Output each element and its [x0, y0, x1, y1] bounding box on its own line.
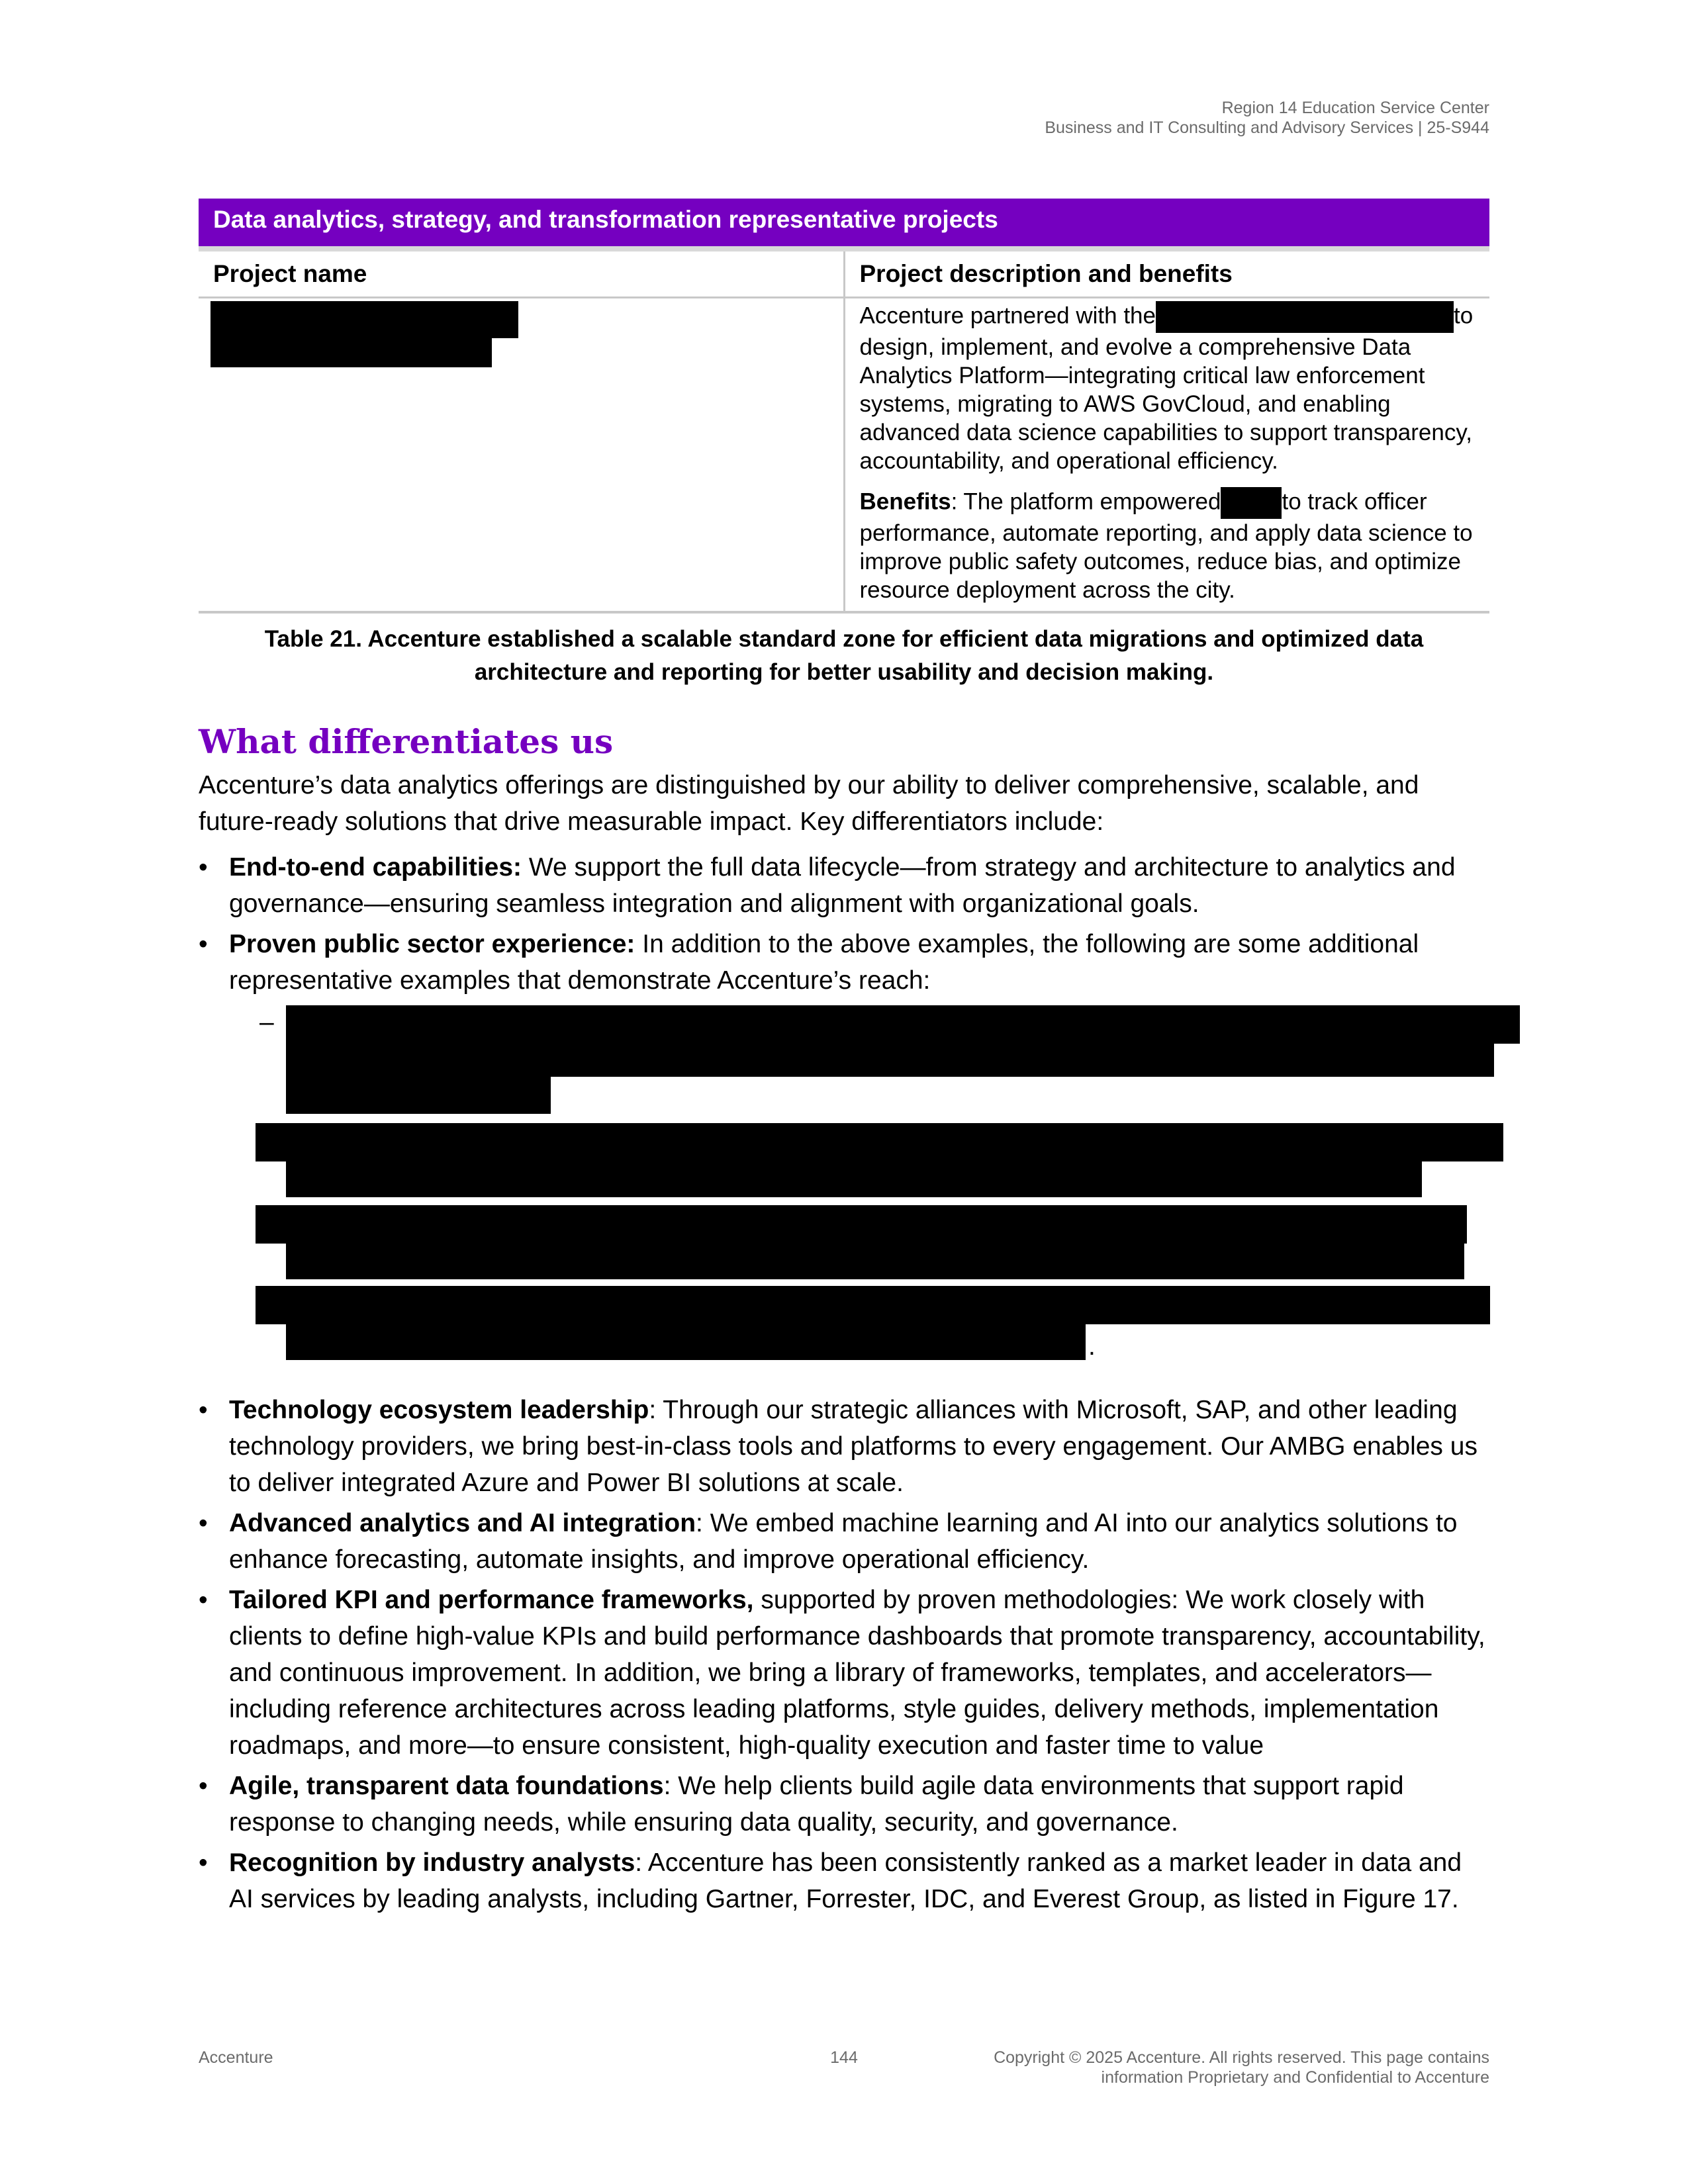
redaction-box	[256, 1123, 1503, 1161]
list-item-text: : We help clients build agile data environments that support rapid response to changing needs, while ensuring data quality, security, and governance.	[229, 1772, 1404, 1837]
project-description	[860, 301, 1476, 475]
redaction-box	[1221, 487, 1282, 519]
list-item-lead: Recognition by industry analysts	[229, 1848, 635, 1877]
redaction-box	[256, 1205, 1467, 1244]
footer-company: Accenture	[199, 2048, 273, 2067]
project-name-cell	[199, 298, 844, 613]
page-content	[199, 199, 1489, 1921]
list-item	[199, 1582, 1489, 1764]
list-item	[199, 926, 1489, 1359]
list-item	[199, 1844, 1489, 1917]
differentiators-list	[199, 849, 1489, 1917]
redaction-box	[286, 1161, 1422, 1197]
list-item-lead: Tailored KPI and performance frameworks,	[229, 1586, 754, 1614]
header-contract: Business and IT Consulting and Advisory Services | 25-S944	[1045, 118, 1489, 137]
list-item-lead: Advanced analytics and AI integration	[229, 1509, 696, 1537]
projects-table	[199, 199, 1489, 614]
benefits-text: : The platform empowered	[951, 488, 1221, 515]
page-header	[1045, 98, 1489, 138]
benefits-label: Benefits	[859, 488, 951, 515]
list-item-lead: Technology ecosystem leadership	[229, 1396, 649, 1424]
sub-bullet-dash: –	[259, 1008, 274, 1036]
header-organization: Region 14 Education Service Center	[1221, 99, 1489, 117]
list-item	[199, 1768, 1489, 1841]
table-caption: Table 21. Accenture established a scalable standard zone for efficient data migrations and optimized data architecture and reporting for better usability and decision making.	[264, 626, 1424, 685]
list-item-text: In addition to the above examples, the following are some additional representative examples that demonstrate Accenture’s reach:	[229, 930, 1419, 995]
list-item-text: We support the full data lifecycle—from strategy and architecture to analytics and governance—ensuring seamless integration and alignment with organizational goals.	[229, 853, 1456, 918]
redaction-box	[286, 1040, 1494, 1077]
page-number: 144	[830, 2048, 858, 2067]
copyright-line-2: information Proprietary and Confidential to Accenture	[1101, 2068, 1489, 2087]
section-intro: Accenture’s data analytics offerings are distinguished by our ability to deliver comprehensive, scalable, and future-ready solutions that drive measurable impact. Key differentiators include:	[199, 771, 1419, 836]
table-title: Data analytics, strategy, and transformation representative projects	[199, 199, 1489, 249]
footer-copyright	[994, 2048, 1489, 2087]
copyright-line-1: Copyright © 2025 Accenture. All rights reserved. This page contains	[994, 2048, 1489, 2067]
list-item	[199, 849, 1489, 922]
redaction-box	[211, 338, 492, 367]
list-item-text: supported by proven methodologies: We work closely with clients to define high-value KPIs and build performance dashboards that promote transparency, accountability, and continuous improvement. In addition, we bring a library of frameworks, templates, and accelerators—including reference architectures across leading platforms, style guides, delivery methods, implementation roadmaps, and more—to ensure consistent, high-quality execution and faster time to value	[229, 1586, 1485, 1760]
column-header-project-name: Project name	[199, 249, 844, 298]
list-item-text: : We embed machine learning and AI into our analytics solutions to enhance forecasting, automate insights, and improve operational efficiency.	[229, 1509, 1458, 1574]
list-item-text: : Through our strategic alliances with Microsoft, SAP, and other leading technology providers, we bring best-in-class tools and platforms to every engagement. Our AMBG enables us to deliver integrated Azure and Power BI solutions at scale.	[229, 1396, 1477, 1497]
list-item	[199, 1392, 1489, 1501]
section-title: What differentiates us	[199, 722, 614, 761]
project-description-cell	[844, 298, 1489, 613]
list-item-lead: End-to-end capabilities:	[229, 853, 522, 882]
list-item-lead: Proven public sector experience:	[229, 930, 635, 958]
redaction-box	[286, 1244, 1464, 1279]
table-row	[199, 298, 1489, 613]
list-item	[199, 1505, 1489, 1578]
redaction-box	[286, 1077, 551, 1114]
redaction-box	[256, 1286, 1490, 1324]
list-item-lead: Agile, transparent data foundations	[229, 1772, 664, 1800]
column-header-description: Project description and benefits	[844, 249, 1489, 298]
redaction-box	[1156, 301, 1454, 333]
redaction-box	[286, 1005, 1520, 1044]
description-text: to design, implement, and evolve a comprehensive Data Analytics Platform—integrating critical law enforcement systems, migrating to AWS GovCloud, and enabling advanced data science capabilities to support transparency, accountability, and operational efficiency.	[859, 302, 1474, 474]
project-benefits	[860, 487, 1476, 604]
redacted-examples	[229, 1001, 1489, 1359]
list-item-text: : Accenture has been consistently ranked as a market leader in data and AI services by leading analysts, including Gartner, Forrester, IDC, and Everest Group, as listed in Figure 17.	[229, 1848, 1462, 1913]
redacted-trailing-period: .	[1088, 1332, 1096, 1361]
redaction-box	[286, 1324, 1086, 1360]
benefits-text: to track officer performance, automate reporting, and apply data science to improve public safety outcomes, reduce bias, and optimize resource deployment across the city.	[859, 488, 1473, 603]
redaction-box	[211, 301, 518, 338]
description-text: Accenture partnered with the	[859, 302, 1156, 329]
